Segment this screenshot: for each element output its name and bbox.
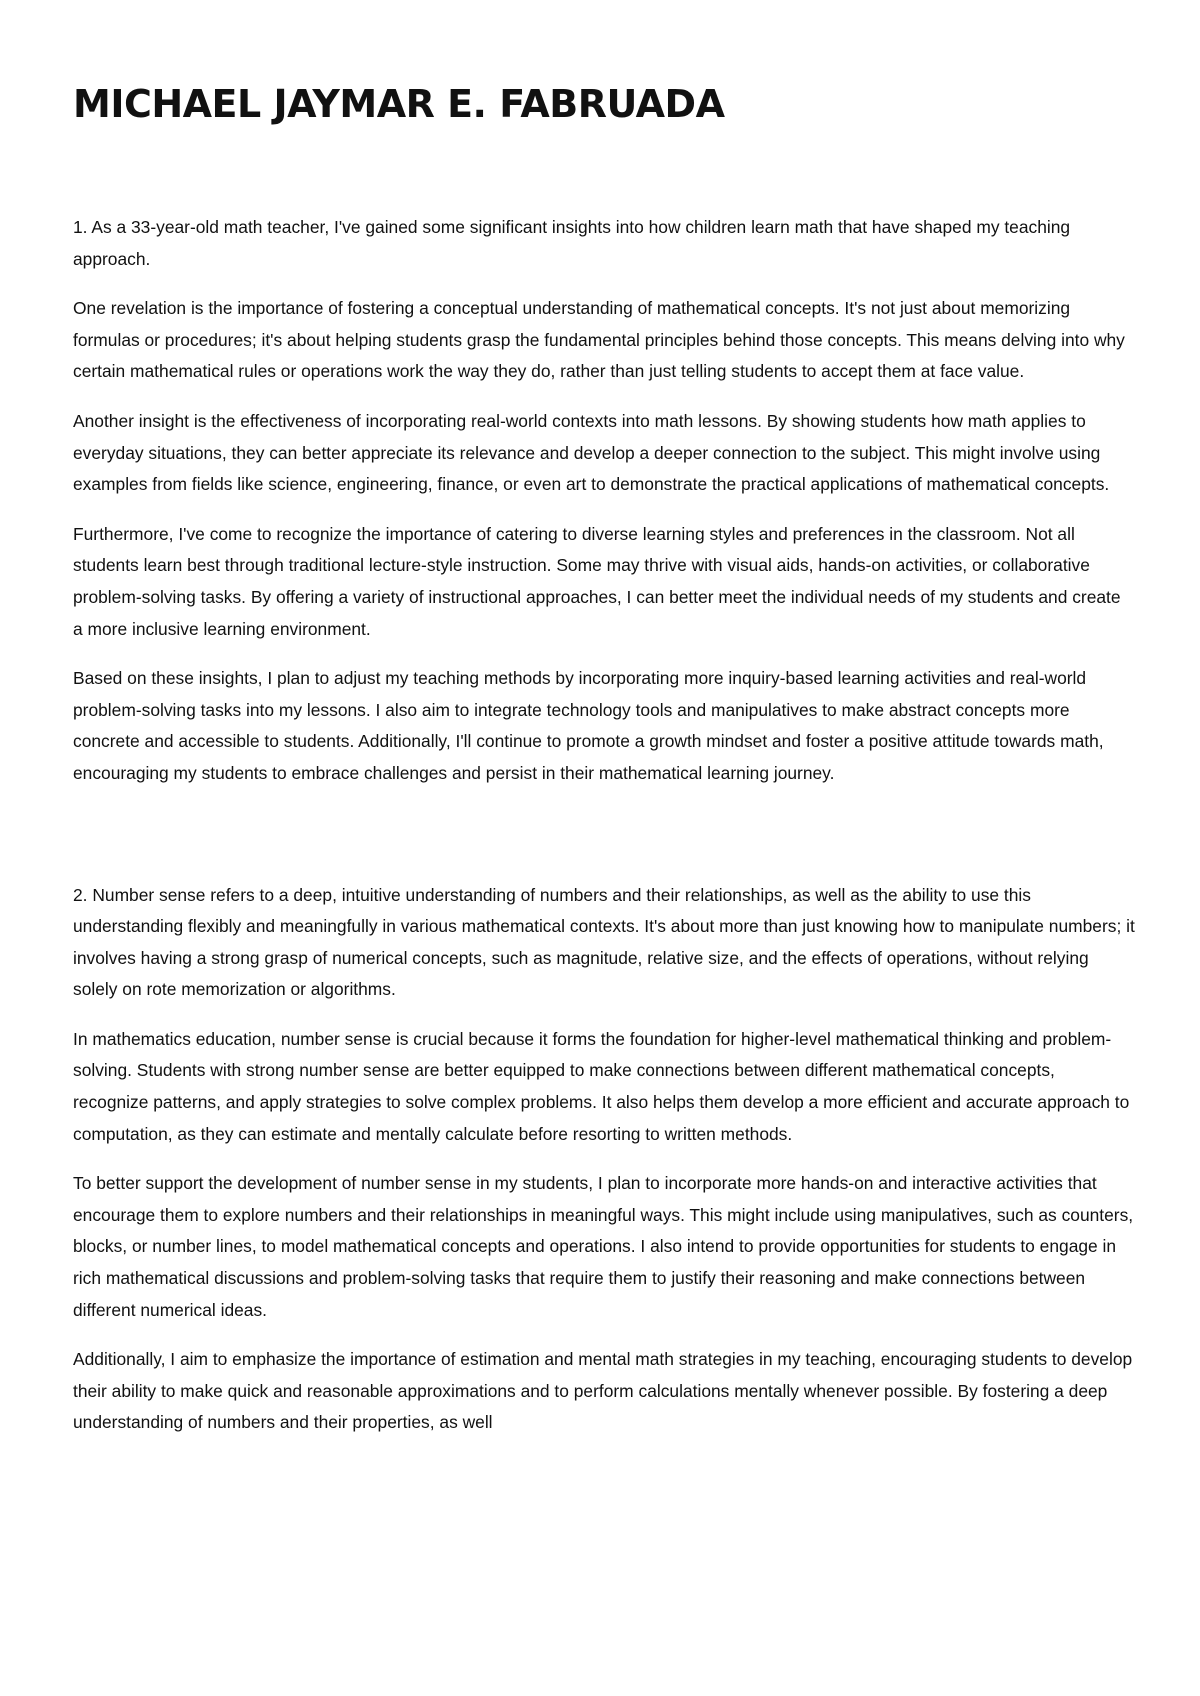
document-page: [73, 80, 1135, 1457]
section-2: [73, 880, 1135, 1440]
paragraph: One revelation is the importance of fostering a conceptual understanding of mathematical concepts. It's not just about memorizing formulas or procedures; it's about helping students grasp the fundamental principles behind those concepts. This means delving into why certain mathematical rules or operations work the way they do, rather than just telling students to accept them at face value.: [73, 298, 1125, 382]
paragraph: 2. Number sense refers to a deep, intuitive understanding of numbers and their relationships, as well as the ability to use this understanding flexibly and meaningfully in various mathematical contexts. It's about more than just knowing how to manipulate numbers; it involves having a strong grasp of numerical concepts, such as magnitude, relative size, and the effects of operations, without relying solely on rote memorization or algorithms.: [73, 884, 1135, 1000]
paragraph: To better support the development of number sense in my students, I plan to incorporate more hands-on and interactive activities that encourage them to explore numbers and their relationships in meaningful ways. This might include using manipulatives, such as counters, blocks, or number lines, to model mathematical concepts and operations. I also intend to provide opportunities for students to engage in rich mathematical discussions and problem-solving tasks that require them to justify their reasoning and make connections between different numerical ideas.: [73, 1173, 1134, 1320]
paragraph: Furthermore, I've come to recognize the importance of catering to diverse learning styles and preferences in the classroom. Not all students learn best through traditional lecture-style instruction. Some may thrive with visual aids, hands-on activities, or collaborative problem-solving tasks. By offering a variety of instructional approaches, I can better meet the individual needs of my students and create a more inclusive learning environment.: [73, 523, 1121, 639]
document-title: MICHAEL JAYMAR E. FABRUADA: [73, 82, 725, 126]
paragraph: Additionally, I aim to emphasize the importance of estimation and mental math strategies in my teaching, encouraging students to develop their ability to make quick and reasonable approximations and to perform calculations mentally whenever possible. By fostering a deep understanding of numbers and their properties, as well: [73, 1349, 1133, 1433]
paragraph: In mathematics education, number sense is crucial because it forms the foundation for higher-level mathematical thinking and problem-solving. Students with strong number sense are better equipped to make connections between different mathematical concepts, recognize patterns, and apply strategies to solve complex problems. It also helps them develop a more efficient and accurate approach to computation, as they can estimate and mentally calculate before resorting to written methods.: [73, 1028, 1130, 1144]
paragraph: 1. As a 33-year-old math teacher, I've gained some significant insights into how children learn math that have shaped my teaching approach.: [73, 217, 1071, 269]
paragraph: Another insight is the effectiveness of incorporating real-world contexts into math lessons. By showing students how math applies to everyday situations, they can better appreciate its relevance and develop a deeper connection to the subject. This might involve using examples from fields like science, engineering, finance, or even art to demonstrate the practical applications of mathematical concepts.: [73, 410, 1110, 495]
section-spacer: [73, 808, 1135, 880]
section-1: [73, 212, 1135, 790]
paragraph: Based on these insights, I plan to adjust my teaching methods by incorporating more inquiry-based learning activities and real-world problem-solving tasks into my lessons. I also aim to integrate technology tools and manipulatives to make abstract concepts more concrete and accessible to students. Additionally, I'll continue to promote a growth mindset and foster a positive attitude towards math, encouraging my students to embrace challenges and persist in their mathematical learning journey.: [73, 668, 1104, 783]
